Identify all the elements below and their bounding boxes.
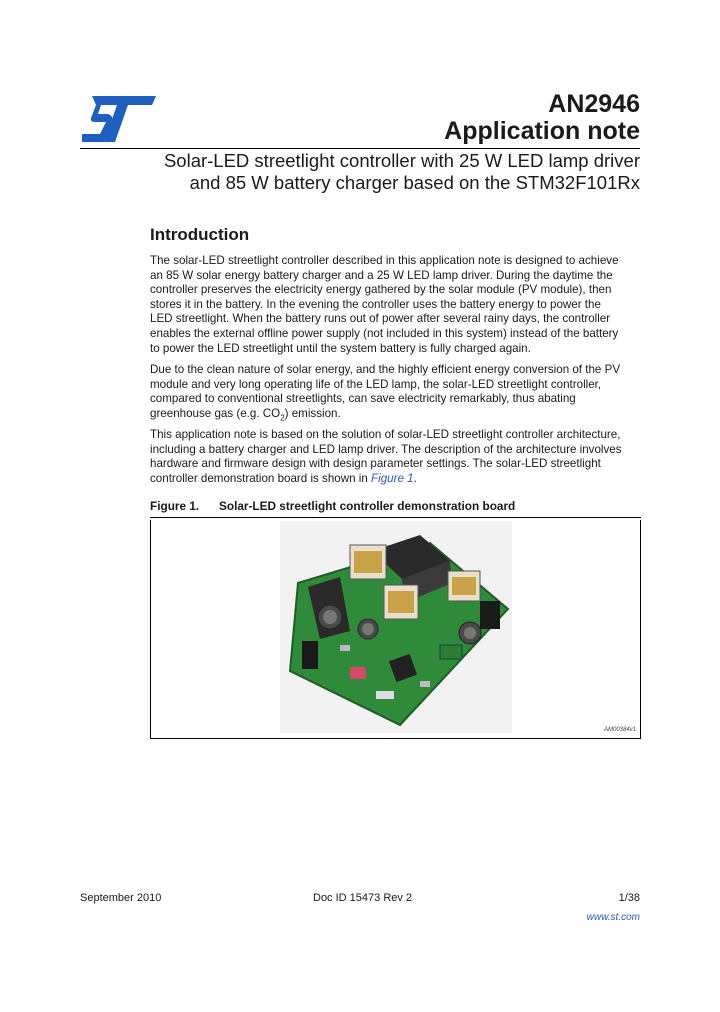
figure-id-label: AM00384v1	[604, 727, 637, 733]
text-line: an 85 W solar energy battery charger and a 25 W LED lamp driver. During the daytime the	[150, 268, 613, 282]
text-line: LED streetlight. When the battery runs out of power after several rainy days, the controller	[150, 312, 611, 326]
text-line: enables the external offline power supply (not included in this system) instead of the battery	[150, 326, 619, 340]
text-line: controller preserves the electricity energy gathered by the solar module (PV module), then	[150, 283, 612, 297]
document-type: Application note	[444, 117, 640, 145]
intro-paragraph-1	[150, 254, 642, 356]
footer-website-link[interactable]: www.st.com	[586, 912, 640, 923]
subtitle-line: and 85 W battery charger based on the STM32F101Rx	[189, 172, 640, 193]
figure-title: Solar-LED streetlight controller demonstration board	[219, 499, 516, 513]
text-line: including a battery charger and LED lamp driver. The description of the architecture involves	[150, 442, 622, 456]
figure-number: Figure 1.	[150, 499, 200, 513]
text-line: module and very long operating life of the LED lamp, the solar-LED streetlight controller,	[150, 377, 602, 391]
intro-paragraph-2	[150, 363, 642, 426]
text-line: Due to the clean nature of solar energy, and the highly efficient energy conversion of the PV	[150, 363, 621, 376]
text-line: hardware and firmware design with design parameter settings. The solar-LED streetlight	[150, 457, 601, 471]
text-line: greenhouse gas (e.g. $CO_2$) emission.	[150, 406, 341, 423]
text-line: to power the LED streetlight until the system battery is fully charged again.	[150, 341, 531, 355]
figure-top-rule	[150, 517, 641, 518]
footer-page-number: 1/38	[618, 892, 640, 904]
section-title: Introduction	[150, 225, 250, 244]
intro-paragraph-3	[150, 428, 642, 486]
text-line: controller demonstration board is shown in Figure 1.	[150, 471, 417, 485]
title-rule	[80, 148, 640, 149]
footer-doc-id: Doc ID 15473 Rev 2	[313, 892, 413, 904]
text-line: This application note is based on the solution of solar-LED streetlight controller architecture,	[150, 428, 621, 441]
document-subtitle	[164, 150, 640, 194]
demo-board-photo	[280, 521, 512, 733]
subtitle-line: Solar-LED streetlight controller with 25 W LED lamp driver	[163, 150, 640, 171]
figure-caption	[150, 499, 515, 513]
svg-text:ST: ST	[82, 96, 84, 97]
st-logo	[82, 96, 156, 142]
figure-1-link[interactable]: Figure 1	[371, 471, 414, 485]
text-line: stores it in the battery. In the evening the controller uses the battery energy to power the	[150, 297, 601, 311]
text-line: compared to conventional streetlights, can save electricity remarkably, thus abating	[150, 392, 576, 406]
document-id: AN2946	[548, 90, 640, 118]
subscript: 2	[280, 413, 285, 423]
text-line: The solar-LED streetlight controller described in this application note is designed to achieve	[150, 254, 619, 267]
footer-date: September 2010	[80, 892, 162, 904]
